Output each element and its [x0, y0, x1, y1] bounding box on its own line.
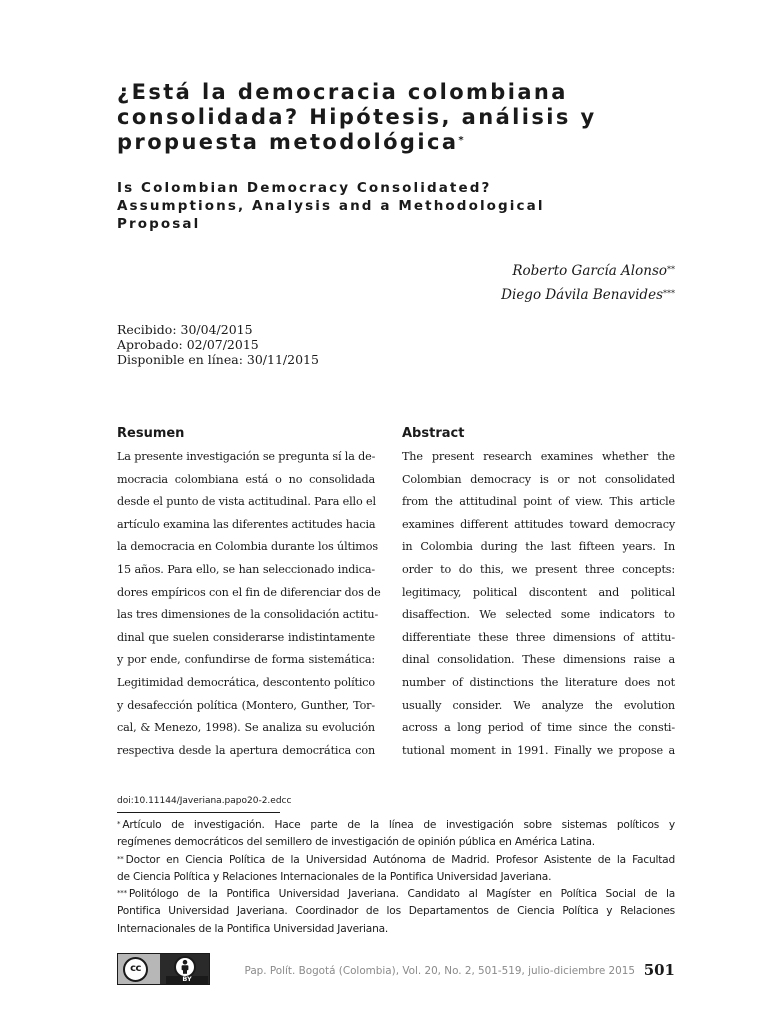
author — [501, 283, 675, 307]
page-number: 501 — [643, 961, 675, 979]
abstract-line: Colombian democracy is or not consolidated — [402, 472, 675, 486]
received-date: Recibido: 30/04/2015 — [117, 322, 253, 337]
author-footnote-mark[interactable]: ** — [667, 265, 675, 274]
resumen-heading: Resumen — [117, 426, 185, 441]
author-footnote-mark[interactable]: *** — [663, 289, 675, 298]
abstract-line: tutional moment in 1991. Finally we propose a — [402, 743, 675, 757]
footnote-line — [117, 852, 675, 869]
publication-dates — [117, 322, 319, 367]
resumen-line: las tres dimensiones de la consolidación actitu- — [117, 608, 379, 622]
doi-link[interactable]: doi:10.11144/Javeriana.papo20-2.edcc — [117, 796, 292, 806]
resumen-line: y desafección política (Montero, Gunther, Tor- — [117, 698, 375, 712]
footnote-text: Politólogo de la Pontifica Universidad Javeriana. Candidato al Magíster en Política Social de la — [128, 888, 675, 901]
abstract-line: differentiate these three dimensions of attitu- — [402, 630, 675, 644]
title-line: ¿Está la democracia colombiana — [117, 80, 568, 104]
title-line: propuesta metodológica — [117, 130, 459, 154]
resumen-column — [117, 426, 381, 762]
resumen-line: y por ende, confundirse de forma sistemática: — [117, 653, 375, 667]
author-list — [501, 259, 675, 307]
author-name: Roberto García Alonso — [512, 263, 667, 279]
english-title — [117, 179, 657, 233]
footnote-mark: *** — [117, 889, 127, 898]
author-name: Diego Dávila Benavides — [501, 287, 663, 303]
online-date: Disponible en línea: 30/11/2015 — [117, 352, 319, 367]
footnote-line: regímenes democráticos del semillero de investigación de opinión pública en América Latina. — [117, 836, 595, 849]
footnote-mark: ** — [117, 854, 124, 863]
footnote-divider — [117, 812, 280, 813]
resumen-line: cal, & Menezo, 1998). Se analiza su evolución — [117, 721, 375, 735]
footnote-text: Artículo de investigación. Hace parte de la línea de investigación sobre sistemas políticos y — [122, 819, 675, 831]
creative-commons-by-license-badge[interactable] — [117, 953, 210, 985]
abstract-column — [402, 426, 675, 762]
by-label: BY — [182, 975, 192, 983]
approved-date: Aprobado: 02/07/2015 — [117, 337, 259, 352]
resumen-line: dinal que suelen considerarse indistintamente — [117, 630, 375, 644]
cc-icon: cc — [123, 957, 148, 982]
abstract-line: from the attitudinal point of view. This article — [402, 495, 675, 509]
journal-citation: Pap. Polít. Bogotá (Colombia), Vol. 20, No. 2, 501-519, julio-diciembre 2015 — [244, 965, 635, 977]
footnotes — [117, 817, 675, 938]
abstract-heading: Abstract — [402, 426, 465, 441]
abstract-line: disaffection. We selected some indicators to — [402, 608, 675, 622]
abstract-line: number of distinctions the literature does not — [402, 675, 675, 689]
resumen-line: desde el punto de vista actitudinal. Para ello el — [117, 495, 376, 509]
footnote-line — [117, 817, 675, 834]
resumen-line: respectiva desde la apertura democrática con — [117, 743, 375, 757]
resumen-line: mocracia colombiana está o no consolidada — [117, 472, 375, 486]
footnote-text: Doctor en Ciencia Política de la Universidad Autónoma de Madrid. Profesor Asistente de la Facultad — [125, 853, 675, 866]
title-line: consolidada? Hipótesis, análisis y — [117, 105, 597, 129]
resumen-line: dores empíricos con el fin de diferenciar dos de — [117, 585, 381, 599]
subtitle-line: Proposal — [117, 216, 201, 232]
footnote-mark: * — [117, 820, 121, 828]
person-icon — [178, 959, 192, 975]
resumen-line: la democracia en Colombia durante los últimos — [117, 540, 378, 554]
abstract-line: examines different attitudes toward democracy — [402, 517, 675, 531]
abstract-line: across a long period of time since the consti- — [402, 721, 675, 735]
abstract-line: in Colombia during the last fifteen years. In — [402, 540, 675, 554]
resumen-line: 15 años. Para ello, se han seleccionado indica- — [117, 562, 375, 576]
footnote-line: de Ciencia Política y Relaciones Internacionales de la Pontifica Universidad Javeriana. — [117, 870, 552, 883]
footnote-line — [117, 886, 675, 903]
resumen-line: artículo examina las diferentes actitudes hacia — [117, 517, 376, 531]
subtitle-line: Assumptions, Analysis and a Methodological — [117, 198, 545, 214]
abstract-line: order to do this, we present three concepts: — [402, 562, 675, 576]
author — [501, 259, 675, 283]
article-title — [117, 80, 677, 155]
abstract-line: legitimacy, political discontent and political — [402, 585, 675, 599]
abstract-line: dinal consolidation. These dimensions raise a — [402, 653, 675, 667]
abstract-line: usually consider. We analyze the evolution — [402, 698, 675, 712]
subtitle-line: Is Colombian Democracy Consolidated? — [117, 180, 492, 196]
abstract-line: The present research examines whether the — [402, 450, 675, 463]
resumen-line: Legitimidad democrática, descontento político — [117, 675, 375, 689]
title-footnote-mark[interactable]: * — [458, 135, 464, 146]
footnote-line: Pontifica Universidad Javeriana. Coordinador de los Departamentos de Ciencia Política y Relaciones — [117, 905, 675, 918]
footnote-line: Internacionales de la Pontifica Universidad Javeriana. — [117, 922, 389, 935]
resumen-line: La presente investigación se pregunta sí la de- — [117, 450, 376, 463]
